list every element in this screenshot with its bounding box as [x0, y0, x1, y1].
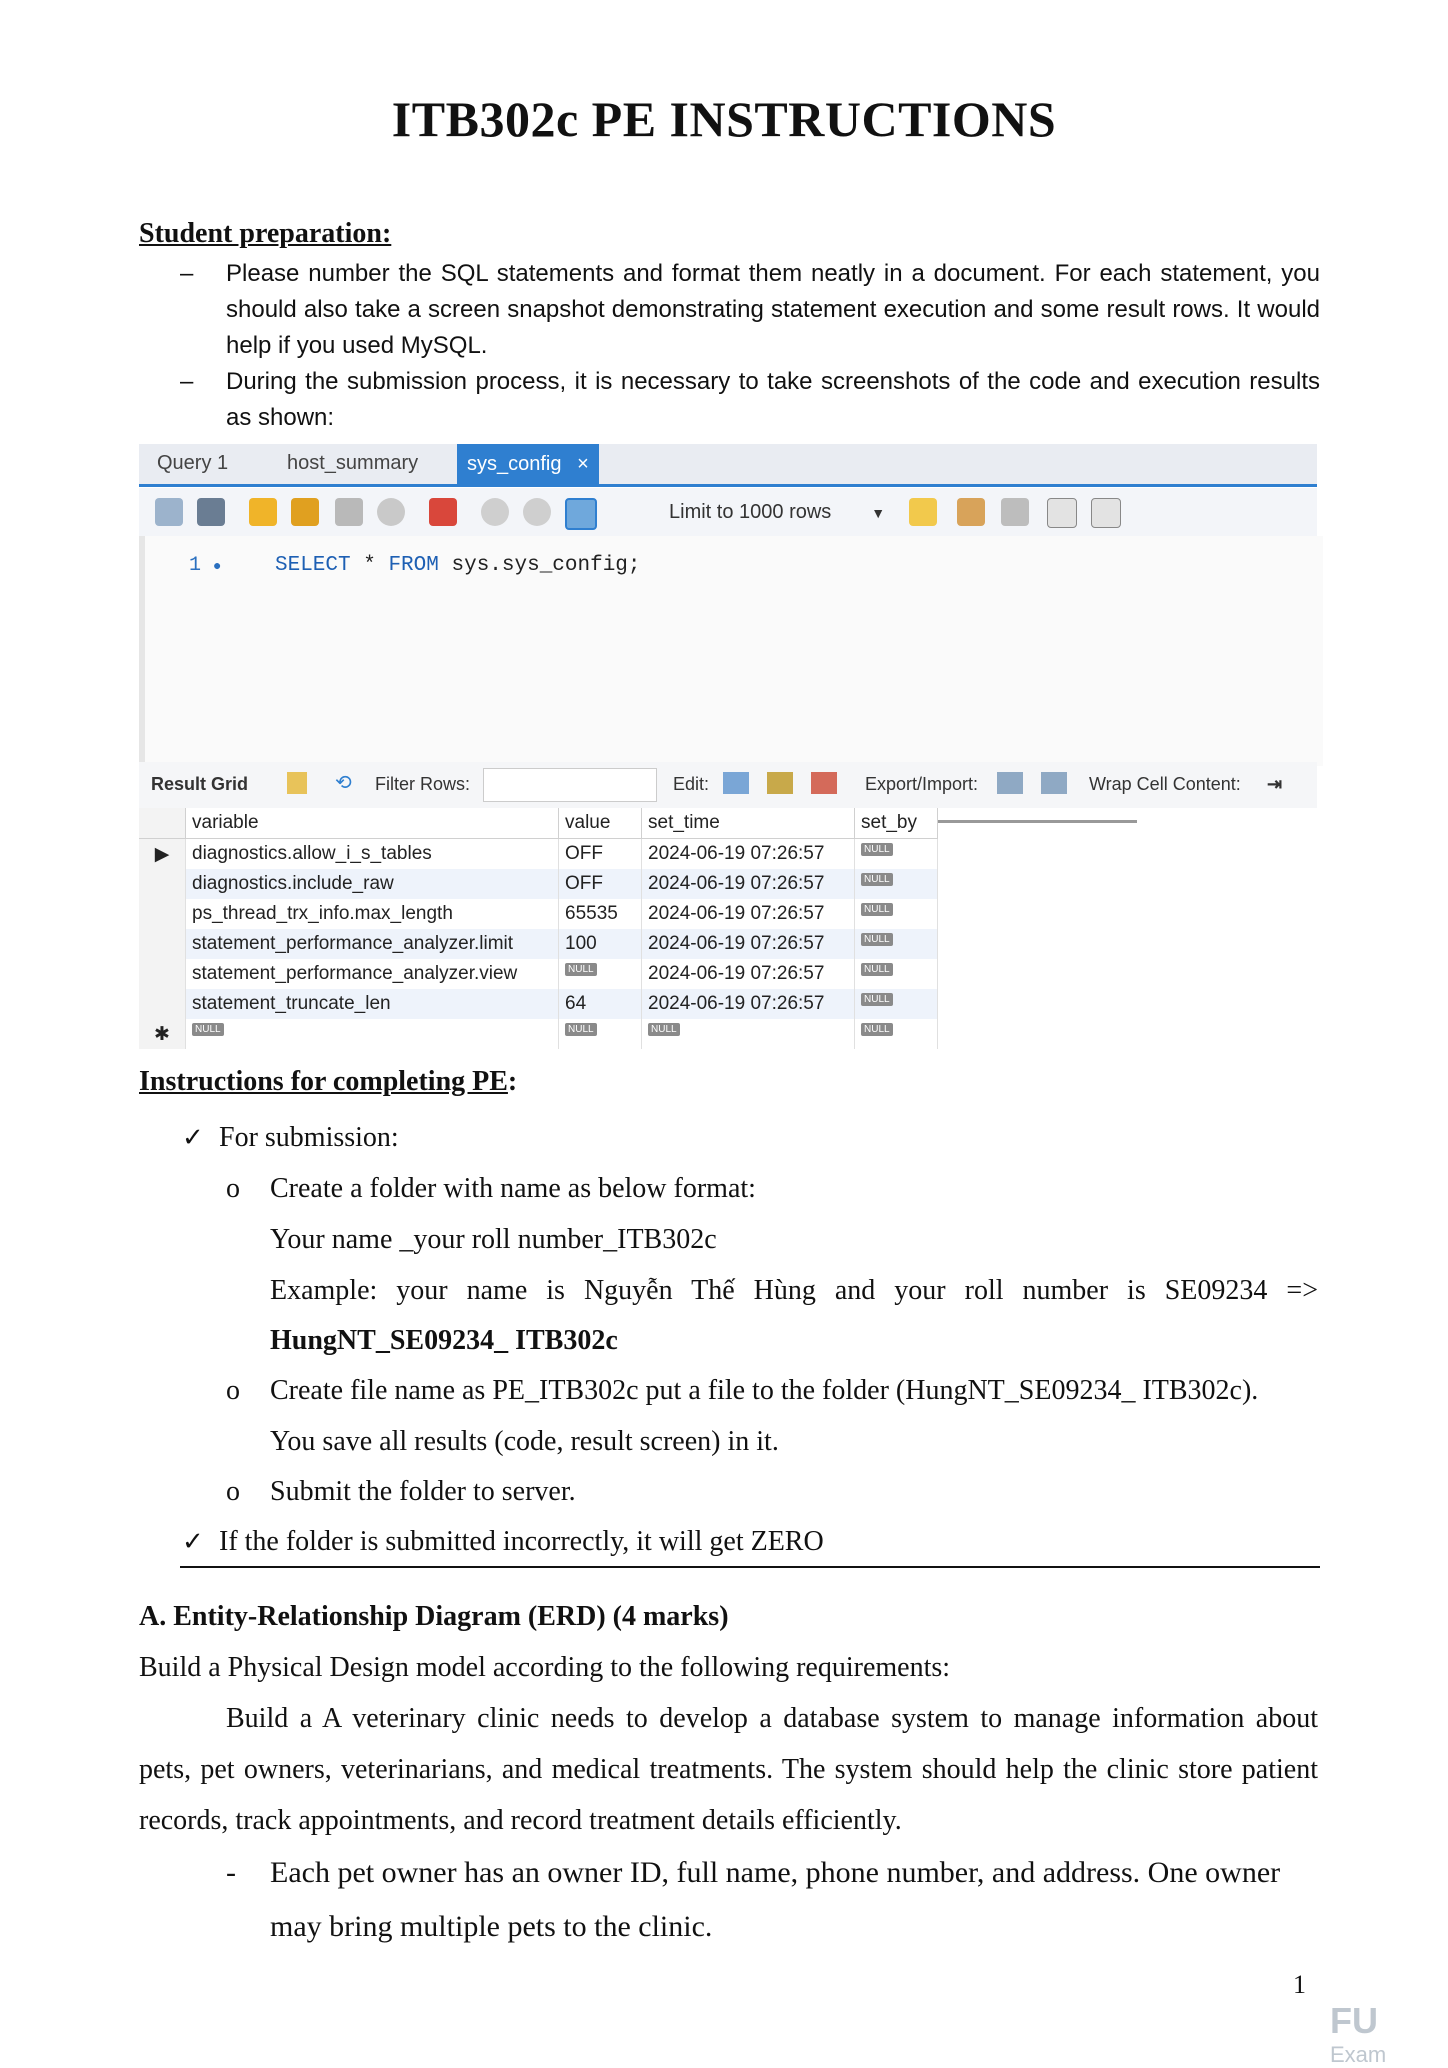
cell-variable[interactable]: statement_performance_analyzer.limit [186, 929, 559, 959]
result-grid [139, 808, 938, 1049]
autocommit-icon[interactable] [565, 498, 597, 530]
cell-set-time[interactable]: 2024-06-19 07:26:57 [642, 929, 855, 959]
section-a-intro: Build a Physical Design model according to the following requirements: [139, 1652, 951, 1683]
null-badge: NULL [648, 1023, 680, 1036]
save-icon[interactable] [197, 498, 225, 526]
watermark-text: Exam [1330, 2042, 1387, 2067]
table-row[interactable] [139, 869, 938, 899]
null-badge: NULL [861, 933, 893, 946]
result-grid-label[interactable]: Result Grid [151, 774, 249, 794]
cell-variable[interactable]: statement_performance_analyzer.view [186, 959, 559, 989]
document-title: ITB302c PE INSTRUCTIONS [391, 91, 1057, 147]
cell-set-time[interactable]: 2024-06-19 07:26:57 [642, 989, 855, 1019]
prep-bullet-text: During the submission process, it is necessary to take screenshots of the code and execution results as shown: [226, 368, 1320, 431]
circle-bullet: o [226, 1375, 240, 1406]
query-toolbar [139, 488, 1317, 536]
cell-set-time[interactable]: 2024-06-19 07:26:57 [642, 959, 855, 989]
section-a-bullet-1-continuation: may bring multiple pets to the clinic. [270, 1910, 713, 1943]
edit-row-icon[interactable] [723, 772, 749, 794]
grid-header-row [139, 808, 938, 839]
cell-value[interactable]: OFF [559, 839, 642, 870]
section-a-bullet-1: - Each pet owner has an owner ID, full name, phone number, and address. One owner [226, 1856, 1281, 1889]
dash-marker: – [180, 368, 194, 395]
filter-rows-label: Filter Rows: [375, 774, 471, 794]
open-folder-icon[interactable] [155, 498, 183, 526]
section-a-paragraph-line-3: records, track appointments, and record treatment details efficiently. [139, 1805, 902, 1836]
cell-set-by[interactable] [855, 989, 938, 1019]
null-badge: NULL [861, 873, 893, 886]
find-icon[interactable] [1001, 498, 1029, 526]
delete-row-icon[interactable] [811, 772, 837, 794]
folder-format-line: Your name _your roll number_ITB302c [270, 1224, 717, 1255]
cell-value[interactable]: 100 [559, 929, 642, 959]
null-badge: NULL [861, 903, 893, 916]
wrap-lines-icon[interactable] [1091, 498, 1121, 528]
prep-bullet-1 [180, 256, 1320, 364]
tab-label: sys_config [467, 453, 562, 475]
dash-marker: - [226, 1856, 236, 1889]
cell-variable[interactable]: statement_truncate_len [186, 989, 559, 1019]
result-grid-toolbar [139, 762, 1317, 808]
grid-view-icon[interactable] [287, 772, 307, 794]
edit-label: Edit: [673, 774, 710, 794]
exam-watermark [1330, 2000, 1440, 2067]
null-badge: NULL [565, 963, 597, 976]
export-icon[interactable] [997, 772, 1023, 794]
section-a-paragraph-line-1: Build a A veterinary clinic needs to develop a database system to manage information about [226, 1703, 1318, 1734]
limit-rows-select[interactable] [669, 498, 885, 526]
stop-icon[interactable] [377, 498, 405, 526]
cell-variable[interactable]: diagnostics.allow_i_s_tables [186, 839, 559, 870]
null-badge: NULL [565, 1023, 597, 1036]
table-row[interactable] [139, 929, 938, 959]
sql-statement: SELECT * FROM sys.sys_config; [275, 554, 641, 577]
cell-value[interactable] [559, 959, 642, 989]
cell-variable[interactable]: diagnostics.include_raw [186, 869, 559, 899]
section-a-paragraph-line-2: pets, pet owners, veterinarians, and medical treatments. The system should help the clinic store patient [139, 1754, 1318, 1785]
horizontal-rule [180, 1566, 1320, 1568]
student-preparation-heading: Student preparation: [139, 218, 392, 249]
wrap-cell-icon[interactable]: ⇥ [1267, 774, 1283, 794]
wrap-cell-label: Wrap Cell Content: [1089, 774, 1241, 794]
close-icon[interactable]: × [577, 453, 589, 475]
example-folder-name: HungNT_SE09234_ ITB302c [270, 1325, 618, 1356]
cell-set-by[interactable] [855, 929, 938, 959]
null-badge: NULL [861, 993, 893, 1006]
section-a-heading: A. Entity-Relationship Diagram (ERD) (4 marks) [139, 1601, 729, 1632]
cell-set-time[interactable]: 2024-06-19 07:26:57 [642, 899, 855, 929]
cell-set-time[interactable]: 2024-06-19 07:26:57 [642, 869, 855, 899]
for-submission-item [182, 1122, 399, 1154]
fu-logo-icon: FU [1330, 2000, 1378, 2041]
zero-warning-text: If the folder is submitted incorrectly, it will get ZERO [219, 1526, 824, 1557]
cell-variable[interactable]: ps_thread_trx_info.max_length [186, 899, 559, 929]
execute-lightning-icon[interactable] [249, 498, 277, 526]
null-badge: NULL [861, 963, 893, 976]
prep-bullet-2 [180, 364, 1320, 436]
workbench-screenshot [139, 444, 1317, 1052]
cell-set-time[interactable]: 2024-06-19 07:26:57 [642, 839, 855, 870]
tab-sys-config[interactable] [457, 444, 599, 484]
cell-set-by[interactable] [855, 869, 938, 899]
refresh-icon[interactable]: ⟲ [335, 772, 352, 794]
new-row[interactable] [139, 1019, 938, 1049]
column-header[interactable]: variable [186, 808, 559, 839]
checkmark-icon: ✓ [182, 1123, 204, 1152]
tab-host-summary[interactable]: host_summary [287, 452, 419, 474]
query-tab-bar [139, 444, 1317, 487]
column-header[interactable]: value [559, 808, 642, 839]
limit-rows-label: Limit to 1000 rows [669, 501, 832, 523]
export-import-label: Export/Import: [865, 774, 979, 794]
cell-set-by[interactable] [855, 899, 938, 929]
table-row[interactable] [139, 959, 938, 989]
circle-bullet: o [226, 1476, 240, 1507]
null-badge: NULL [861, 1023, 893, 1036]
example-line: Example: your name is Nguyễn Thế Hùng and your roll number is SE09234 => [270, 1275, 1318, 1306]
cell-value[interactable]: OFF [559, 869, 642, 899]
cell-value[interactable]: 64 [559, 989, 642, 1019]
execute-current-icon[interactable] [291, 498, 319, 526]
create-file-item: o Create file name as PE_ITB302c put a file to the folder (HungNT_SE09234_ ITB302c). [226, 1375, 1259, 1406]
chevron-down-icon: ▼ [871, 505, 886, 521]
current-row-arrow-icon: ▶ [139, 839, 186, 870]
zero-warning-item [182, 1526, 824, 1558]
bookmark-star-icon[interactable] [909, 498, 937, 526]
row-marker-header [139, 808, 186, 839]
cell-set-by[interactable] [855, 959, 938, 989]
explain-magnifier-icon[interactable] [335, 498, 363, 526]
invisible-chars-icon[interactable] [1047, 498, 1077, 528]
commit-icon[interactable] [481, 498, 509, 526]
prep-bullet-text: Please number the SQL statements and format them neatly in a document. For each statement, you should also take a screen snapshot demonstrating statement execution and some result rows. It would help if you used MySQL. [226, 260, 1320, 359]
for-submission-text: For submission: [219, 1122, 399, 1153]
circle-bullet: o [226, 1173, 240, 1204]
column-header[interactable]: set_time [642, 808, 855, 839]
cell-value[interactable]: 65535 [559, 899, 642, 929]
filter-rows-input[interactable] [483, 768, 657, 802]
column-header[interactable]: set_by [855, 808, 938, 839]
rollback-icon[interactable] [523, 498, 551, 526]
null-badge: NULL [192, 1023, 224, 1036]
instructions-heading: Instructions for completing PE: [139, 1066, 518, 1097]
table-row[interactable] [139, 899, 938, 929]
create-file-continuation: You save all results (code, result screen) in it. [270, 1426, 779, 1457]
null-badge: NULL [861, 843, 893, 856]
add-row-icon[interactable] [767, 772, 793, 794]
table-row[interactable] [139, 989, 938, 1019]
import-icon[interactable] [1041, 772, 1067, 794]
dash-marker: – [180, 260, 194, 287]
beautify-icon[interactable] [957, 498, 985, 526]
tab-query-1[interactable]: Query 1 [157, 452, 229, 474]
sql-editor[interactable] [139, 536, 1323, 766]
line-number: 1 ● [189, 554, 222, 577]
page-number: 1 [1293, 1970, 1306, 1999]
cell-set-by[interactable] [855, 839, 938, 870]
table-row[interactable] [139, 839, 938, 870]
submit-folder-item: o Submit the folder to server. [226, 1476, 576, 1507]
toggle-error-icon[interactable] [429, 498, 457, 526]
checkmark-icon: ✓ [182, 1527, 204, 1556]
new-row-marker-icon: ✱ [139, 1019, 186, 1049]
create-folder-item: o Create a folder with name as below format: [226, 1173, 756, 1204]
